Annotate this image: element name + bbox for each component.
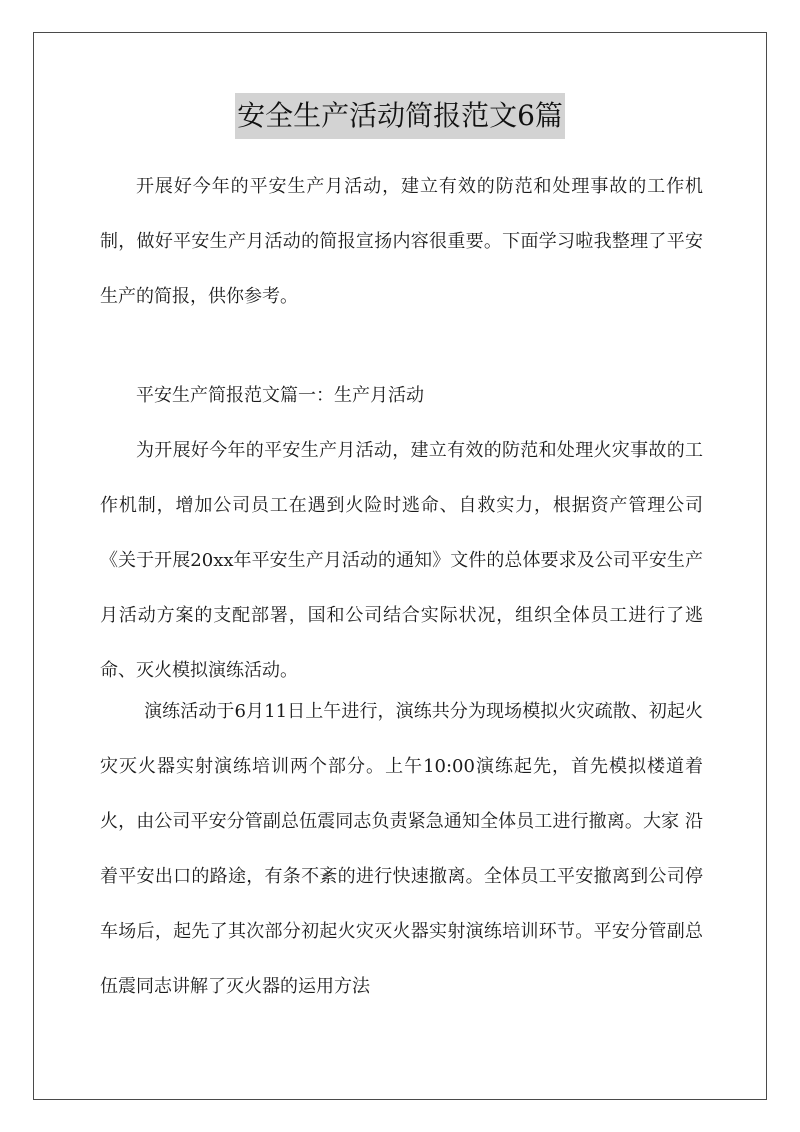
section-heading: 平安生产简报范文篇一：生产月活动 bbox=[136, 385, 424, 406]
body-paragraph: 演练活动于6月11日上午进行，演练共分为现场模拟火灾疏散、初起火灾灭火器实射演练培训两个部分。上午10:00演练起先，首先模拟楼道着火，由公司平安分管副总伍震同志负责紧急通知全体员工进行撤离。大家 沿着平安出口的路途，有条不紊的进行快速撤离。全体员工平安撤离到公司停车场后，起先了其次部分初起火灾灭火器实射演练培训环节。平安分管副总伍震同志讲解了灭火器的运用方法 bbox=[100, 701, 703, 997]
title-container bbox=[0, 93, 800, 139]
document-title: 安全生产活动简报范文6篇 bbox=[235, 93, 565, 139]
intro-paragraph: 开展好今年的平安生产月活动，建立有效的防范和处理事故的工作机制，做好平安生产月活动的简报宣扬内容很重要。下面学习啦我整理了平安生产的简报，供你参考。 bbox=[100, 176, 703, 307]
body-paragraph: 为开展好今年的平安生产月活动，建立有效的防范和处理火灾事故的工作机制，增加公司员工在遇到火险时逃命、自救实力，根据资产管理公司《关于开展20xx年平安生产月活动的通知》文件的总体要求及公司平安生产月活动方案的支配部署，国和公司结合实际状况，组织全体员工进行了逃命、灭火模拟演练活动。 bbox=[100, 440, 703, 681]
